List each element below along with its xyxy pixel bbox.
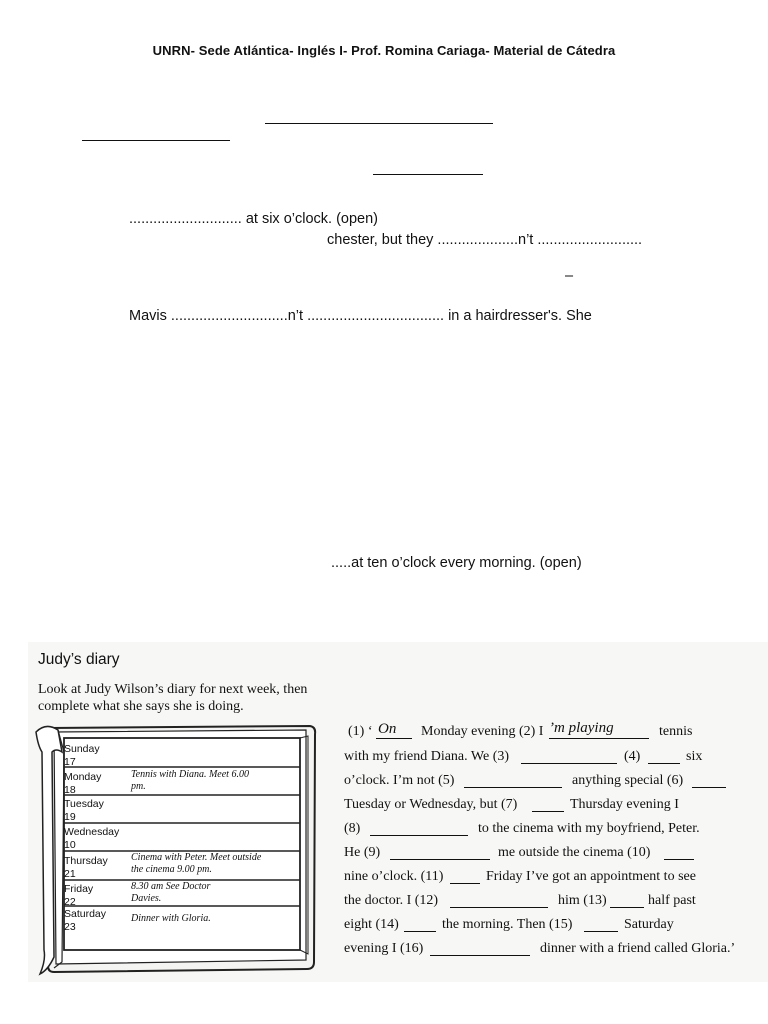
day-thursday: Thursday 21	[64, 855, 108, 880]
answer-blank-9	[390, 845, 490, 860]
answer-blank-3	[521, 749, 617, 764]
left-rule	[82, 140, 230, 141]
answer-blank-11	[450, 869, 480, 884]
answer-blank-16	[430, 941, 530, 956]
answer-blank-4	[648, 749, 680, 764]
answer-blank-8	[370, 821, 468, 836]
exercise-dash: –	[565, 268, 574, 284]
exercise-line-1: ............................ at six o’clock. (open)	[129, 211, 378, 227]
exercise-line-2: chester, but they ....................n’t ..........................	[327, 232, 643, 248]
answer-blank-15	[584, 917, 618, 932]
note-thursday: Cinema with Peter. Meet outside the cinema 9.00 pm.	[131, 852, 262, 875]
day-tuesday: Tuesday 19	[64, 798, 104, 823]
exercise-line-3: Mavis .............................n’t .................................. in a hairdresser's. She	[129, 308, 592, 324]
answer-blank-14	[404, 917, 436, 932]
center-rule	[373, 174, 483, 175]
answer-blank-12	[450, 893, 548, 908]
note-monday: Tennis with Diana. Meet 6.00 pm.	[131, 769, 249, 792]
answer-1: On	[378, 721, 397, 737]
answer-blank-7	[532, 797, 564, 812]
answer-blank-13	[610, 893, 644, 908]
answer-blank-10	[664, 845, 694, 860]
day-sunday: Sunday 17	[64, 743, 100, 768]
answer-2: ’m playing	[549, 720, 614, 736]
day-friday: Friday 22	[64, 883, 94, 908]
exercise-line-4: .....at ten o’clock every morning. (open)	[331, 555, 582, 571]
note-saturday: Dinner with Gloria.	[131, 913, 211, 924]
answer-blank-5	[464, 773, 562, 788]
document-header: UNRN- Sede Atlántica- Inglés I- Prof. Romina Cariaga- Material de Cátedra	[152, 43, 616, 58]
answer-blank-6	[692, 773, 726, 788]
day-monday: Monday 18	[64, 771, 102, 796]
day-wednesday: Wednesday 10	[64, 826, 120, 851]
title-rule	[265, 123, 493, 124]
diary-instruction: Look at Judy Wilson’s diary for next week, then complete what she says she is doing.	[38, 682, 308, 714]
day-saturday: Saturday 23	[64, 908, 107, 933]
diary-title: Judy’s diary	[38, 651, 120, 668]
note-friday: 8.30 am See Doctor Davies.	[131, 881, 211, 904]
